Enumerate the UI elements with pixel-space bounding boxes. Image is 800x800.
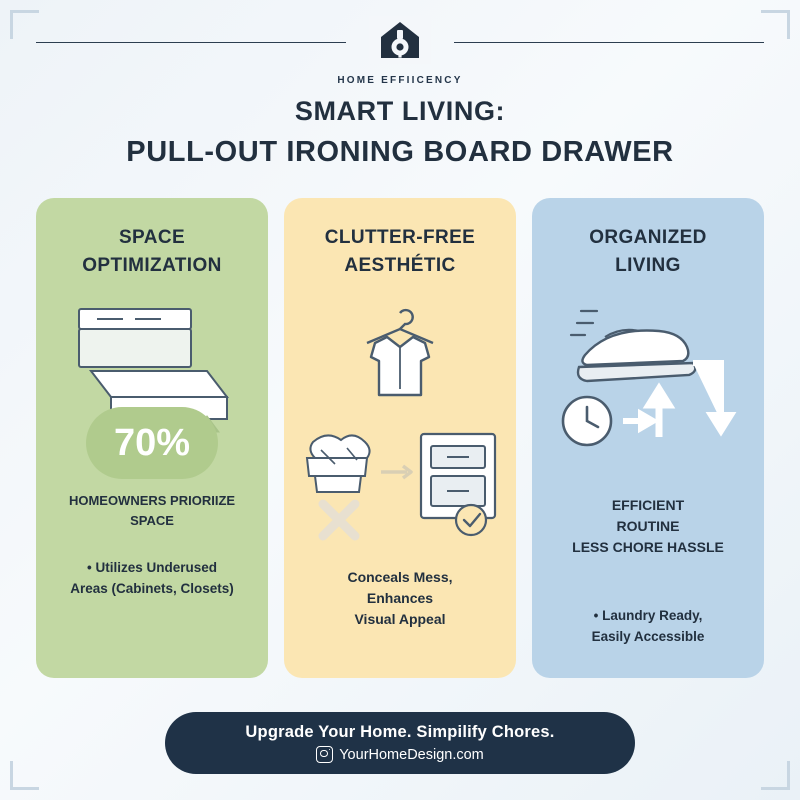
bullet-organized-living: • Laundry Ready, Easily Accessible xyxy=(591,608,705,645)
mess-to-order-diagram-icon xyxy=(295,420,505,550)
hanging-shirt-icon xyxy=(345,299,455,409)
caption-organized-living: EFFICIENT ROUTINE LESS CHORE HASSLE xyxy=(572,497,724,556)
instagram-icon xyxy=(316,746,333,763)
card-title-space-optimization: SPACE OPTIMIZATION xyxy=(82,227,222,276)
arrow-right-icon xyxy=(381,466,411,478)
card-space-optimization[interactable] xyxy=(36,198,268,678)
iron-clock-flow-icon xyxy=(543,293,753,483)
house-gear-icon xyxy=(369,16,431,64)
messy-clothes-pile-icon xyxy=(307,436,370,493)
art-space-optimization xyxy=(36,279,268,529)
title-line-1: SMART LIVING: xyxy=(294,96,506,126)
card-organized-living[interactable] xyxy=(532,198,764,678)
cross-mark-icon xyxy=(323,504,355,536)
footer-handle[interactable]: YourHomeDesign.com xyxy=(339,746,484,763)
corner-accent-bottom-left xyxy=(10,761,39,790)
page-title xyxy=(0,92,800,173)
closed-drawer-check-icon xyxy=(421,434,495,535)
title-line-2: PULL-OUT IRONING BOARD DRAWER xyxy=(126,136,674,169)
stat-caption-space: HOMEOWNERS PRIORIIZE SPACE xyxy=(68,493,236,528)
card-clutter-free-aesthetic[interactable] xyxy=(284,198,516,678)
steam-iron-icon xyxy=(571,311,695,381)
footer-headline: Upgrade Your Home. Simpilify Chores. xyxy=(245,723,555,741)
bullet-space-optimization: • Utilizes Underused Areas (Cabinets, Closets) xyxy=(70,560,234,597)
brand-header xyxy=(0,16,800,86)
stat-badge-70-percent: 70% xyxy=(86,407,218,479)
columns-container xyxy=(36,198,764,678)
art-organized-living xyxy=(532,279,764,479)
card-title-clutter-free: CLUTTER-FREE AESTHÉTIC xyxy=(324,227,476,276)
brand-name: HOME EFFIICENCY xyxy=(337,75,463,86)
caption-clutter-free: Conceals Mess, Enhances Visual Appeal xyxy=(347,569,453,628)
clock-icon xyxy=(563,397,611,445)
footer-handle-row[interactable] xyxy=(165,746,635,763)
footer-cta[interactable] xyxy=(165,712,635,774)
card-title-organized-living: ORGANIZED LIVING xyxy=(589,227,707,276)
logo xyxy=(369,16,431,64)
corner-accent-bottom-right xyxy=(761,761,790,790)
art-clutter-free xyxy=(284,279,516,579)
